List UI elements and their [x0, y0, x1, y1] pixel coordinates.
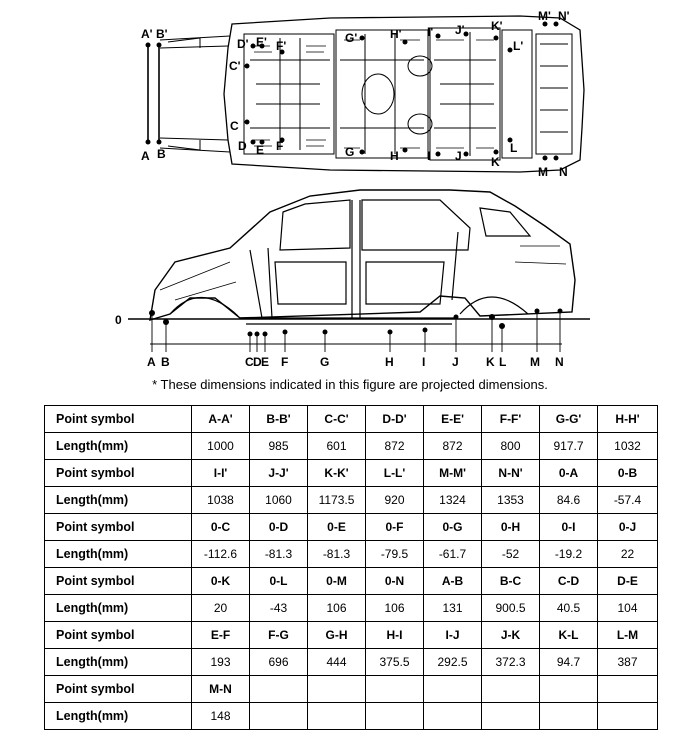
symbol-cell: L-L' [366, 460, 424, 487]
symbol-cell [540, 676, 598, 703]
point-symbol-label: Point symbol [45, 622, 192, 649]
symbol-cell: I-J [424, 622, 482, 649]
symbol-cell: 0-M [308, 568, 366, 595]
length-cell: 20 [192, 595, 250, 622]
length-cell: 1060 [250, 487, 308, 514]
length-cell: 131 [424, 595, 482, 622]
length-row [45, 541, 658, 568]
length-cell [482, 703, 540, 730]
svg-text:K: K [491, 155, 500, 169]
length-cell: -112.6 [192, 541, 250, 568]
symbol-cell: J-J' [250, 460, 308, 487]
point-symbol-label: Point symbol [45, 676, 192, 703]
svg-text:C: C [245, 355, 254, 369]
length-cell: -43 [250, 595, 308, 622]
svg-text:D: D [238, 139, 247, 153]
point-symbol-label: Point symbol [45, 514, 192, 541]
svg-text:G: G [320, 355, 330, 369]
symbol-cell: K-L [540, 622, 598, 649]
length-cell: 292.5 [424, 649, 482, 676]
symbol-cell [366, 676, 424, 703]
length-cell: 444 [308, 649, 366, 676]
svg-text:A: A [141, 149, 150, 163]
length-cell [250, 703, 308, 730]
svg-text:0: 0 [115, 313, 122, 327]
length-row [45, 487, 658, 514]
length-cell [366, 703, 424, 730]
symbol-row [45, 406, 658, 433]
length-cell: 106 [366, 595, 424, 622]
svg-text:N': N' [558, 9, 570, 23]
svg-text:A': A' [141, 27, 153, 41]
symbol-cell: 0-E [308, 514, 366, 541]
svg-text:B': B' [156, 27, 168, 41]
svg-text:N: N [559, 165, 568, 179]
symbol-cell: D-E [598, 568, 658, 595]
svg-text:C: C [230, 119, 239, 133]
svg-text:B: B [157, 147, 166, 161]
side-view-dimension-ticks [150, 311, 562, 352]
symbol-row [45, 676, 658, 703]
length-cell: 106 [308, 595, 366, 622]
symbol-cell: I-I' [192, 460, 250, 487]
svg-text:K': K' [491, 19, 503, 33]
length-cell: 193 [192, 649, 250, 676]
svg-text:M': M' [538, 9, 551, 23]
length-label: Length(mm) [45, 649, 192, 676]
symbol-cell: B-B' [250, 406, 308, 433]
symbol-cell: 0-G [424, 514, 482, 541]
side-view-labels [147, 355, 564, 369]
symbol-cell: H-I [366, 622, 424, 649]
side-view-points [149, 309, 563, 337]
svg-text:H: H [385, 355, 394, 369]
point-symbol-label: Point symbol [45, 568, 192, 595]
dimension-table [44, 405, 658, 730]
svg-text:M: M [538, 165, 548, 179]
symbol-cell: C-C' [308, 406, 366, 433]
symbol-cell: 0-D [250, 514, 308, 541]
svg-text:N: N [555, 355, 564, 369]
symbol-row [45, 622, 658, 649]
symbol-row [45, 514, 658, 541]
point-symbol-label: Point symbol [45, 460, 192, 487]
projection-note: * These dimensions indicated in this figure are projected dimensions. [152, 377, 548, 392]
svg-text:F: F [276, 139, 284, 153]
symbol-cell: N-N' [482, 460, 540, 487]
length-row [45, 433, 658, 460]
svg-text:K: K [486, 355, 495, 369]
symbol-cell: C-D [540, 568, 598, 595]
body-side-view [150, 190, 575, 324]
length-cell: 1324 [424, 487, 482, 514]
point-symbol-label: Point symbol [45, 406, 192, 433]
length-cell [540, 703, 598, 730]
svg-text:D': D' [237, 37, 249, 51]
symbol-cell [598, 676, 658, 703]
length-cell: 1032 [598, 433, 658, 460]
svg-text:B: B [161, 355, 170, 369]
length-label: Length(mm) [45, 541, 192, 568]
length-cell: 696 [250, 649, 308, 676]
length-label: Length(mm) [45, 433, 192, 460]
length-row [45, 649, 658, 676]
length-cell: 375.5 [366, 649, 424, 676]
symbol-cell: A-A' [192, 406, 250, 433]
length-cell: -57.4 [598, 487, 658, 514]
length-cell: 84.6 [540, 487, 598, 514]
length-cell: 40.5 [540, 595, 598, 622]
length-label: Length(mm) [45, 487, 192, 514]
symbol-cell: D-D' [366, 406, 424, 433]
symbol-cell: G-H [308, 622, 366, 649]
length-row [45, 595, 658, 622]
symbol-cell: B-C [482, 568, 540, 595]
length-cell: 985 [250, 433, 308, 460]
symbol-cell [250, 676, 308, 703]
symbol-cell: G-G' [540, 406, 598, 433]
symbol-cell: M-N [192, 676, 250, 703]
length-cell: 22 [598, 541, 658, 568]
symbol-cell: 0-A [540, 460, 598, 487]
svg-text:G': G' [345, 31, 358, 45]
symbol-cell [308, 676, 366, 703]
length-row [45, 703, 658, 730]
top-view-labels-prime [141, 9, 570, 73]
svg-text:I: I [427, 149, 431, 163]
length-label: Length(mm) [45, 703, 192, 730]
symbol-cell: 0-L [250, 568, 308, 595]
svg-text:M: M [530, 355, 540, 369]
symbol-cell: 0-K [192, 568, 250, 595]
length-label: Length(mm) [45, 595, 192, 622]
symbol-row [45, 568, 658, 595]
svg-text:J: J [452, 355, 459, 369]
svg-text:F': F' [276, 39, 287, 53]
svg-text:C': C' [229, 59, 241, 73]
length-cell [598, 703, 658, 730]
svg-text:F: F [281, 355, 289, 369]
symbol-cell: 0-H [482, 514, 540, 541]
svg-text:I: I [422, 355, 426, 369]
length-cell [424, 703, 482, 730]
symbol-cell: 0-J [598, 514, 658, 541]
symbol-cell: M-M' [424, 460, 482, 487]
length-cell: -61.7 [424, 541, 482, 568]
length-cell: 1173.5 [308, 487, 366, 514]
length-cell: 872 [366, 433, 424, 460]
length-cell: -81.3 [250, 541, 308, 568]
length-cell: 601 [308, 433, 366, 460]
svg-text:G: G [345, 145, 355, 159]
symbol-cell: H-H' [598, 406, 658, 433]
length-cell: -81.3 [308, 541, 366, 568]
svg-text:H: H [390, 149, 399, 163]
symbol-cell: E-F [192, 622, 250, 649]
length-cell: 800 [482, 433, 540, 460]
symbol-cell: L-M [598, 622, 658, 649]
length-cell: 900.5 [482, 595, 540, 622]
length-cell: 872 [424, 433, 482, 460]
symbol-cell: 0-I [540, 514, 598, 541]
svg-text:E: E [256, 143, 265, 157]
symbol-row [45, 460, 658, 487]
symbol-cell [482, 676, 540, 703]
symbol-cell: F-F' [482, 406, 540, 433]
symbol-cell: 0-B [598, 460, 658, 487]
length-cell: 1000 [192, 433, 250, 460]
length-cell: 104 [598, 595, 658, 622]
svg-text:E: E [261, 355, 270, 369]
svg-text:L: L [499, 355, 507, 369]
symbol-cell: K-K' [308, 460, 366, 487]
svg-text:E': E' [256, 35, 267, 49]
symbol-cell: E-E' [424, 406, 482, 433]
top-view-measure-lines [148, 45, 159, 142]
svg-text:D: D [253, 355, 262, 369]
length-cell [308, 703, 366, 730]
length-cell: 917.7 [540, 433, 598, 460]
svg-text:J: J [455, 149, 462, 163]
length-cell: 94.7 [540, 649, 598, 676]
length-cell: 920 [366, 487, 424, 514]
svg-text:J': J' [455, 23, 465, 37]
svg-text:A: A [147, 355, 156, 369]
svg-text:L: L [510, 141, 518, 155]
length-cell: 372.3 [482, 649, 540, 676]
length-cell: 1038 [192, 487, 250, 514]
svg-text:L': L' [513, 39, 524, 53]
length-cell: -19.2 [540, 541, 598, 568]
symbol-cell: 0-N [366, 568, 424, 595]
length-cell: 387 [598, 649, 658, 676]
symbol-cell: A-B [424, 568, 482, 595]
length-cell: -52 [482, 541, 540, 568]
symbol-cell: 0-F [366, 514, 424, 541]
symbol-cell: J-K [482, 622, 540, 649]
svg-text:I': I' [427, 25, 434, 39]
length-cell: 1353 [482, 487, 540, 514]
svg-text:H': H' [390, 27, 402, 41]
symbol-cell: F-G [250, 622, 308, 649]
length-cell: 148 [192, 703, 250, 730]
symbol-cell: 0-C [192, 514, 250, 541]
length-cell: -79.5 [366, 541, 424, 568]
symbol-cell [424, 676, 482, 703]
